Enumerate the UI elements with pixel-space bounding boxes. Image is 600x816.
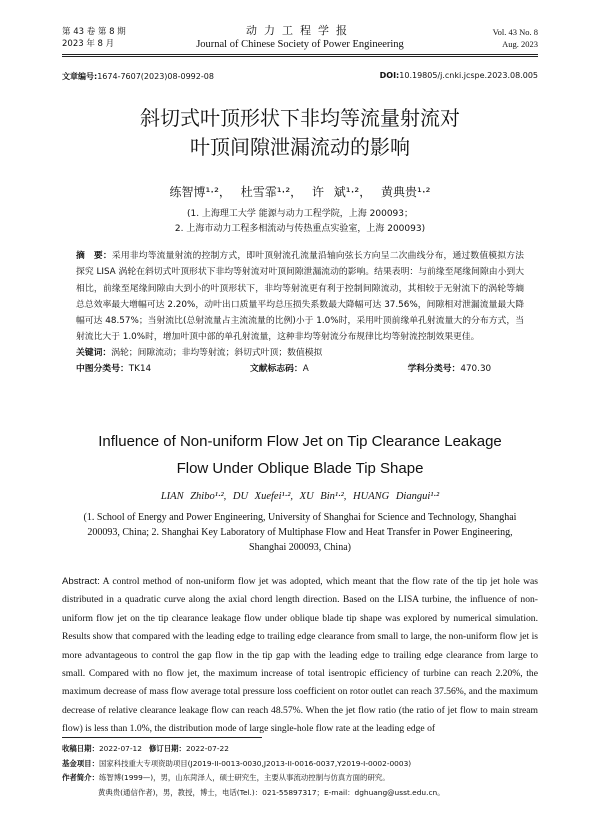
date-cn: 2023 年 8 月 [62,39,115,49]
abstract-en-label: Abstract: [62,576,100,587]
authors-en: LIAN Zhibo¹·², DU Xuefei¹·², XU Bin¹·², HUANG Diangui¹·² [160,491,440,502]
fund-footnote: 基金项目：国家科技重大专项资助项目(J2019-II-0013-0030,J2013-II-0016-0037,Y2019-Ⅰ-0002-0003) [62,758,412,768]
header-rule-bottom [62,56,538,57]
doi[interactable]: DOI:10.19805/j.cnki.jcspe.2023.08.005 [379,71,538,80]
author-footnote: 作者简介：练智博(1999—)，男，山东菏泽人，硕士研究生，主要从事流动控制与仿真方面的研究。 [62,773,390,782]
footnote-rule [62,737,262,738]
title-en: Influence of Non-uniform Flow Jet on Tip Clearance Leakage Flow Under Oblique Blade Tip Shape [98,433,502,477]
journal-name-cn: 动力工程学报 [246,24,354,37]
abstract-en [62,573,538,739]
abstract-cn-text: 采用非均等流量射流的控制方式，即叶顶射流孔流量沿轴向弦长方向呈二次曲线分布，通过数值模拟方法探究 LISA 涡轮在斜切式叶顶形状下非均等射流对叶顶间隙泄漏流动的影响。结果表明：与前缘至尾缘间隙由小到大相比，前缘至尾缘间隙由大到小的叶顶形状下，非均等射流更有利于控制间隙流动，其相较于无射流下的涡轮等熵总总效率最大增幅可达 2.20%，动叶出口质量平均总压损失系数最大降幅可达 37.56%，间隙相对泄漏流量最大降幅可达 48.57%；当射流比(总射流量占主流流量的比例)小于 1.0%时，采用叶顶前缘单孔射流量大的分布方式，当射流比大于 1.0%时，增加叶顶中部的单孔射流量，这种非均等射流分布规律比均等射流控制效果更佳。 [76,251,524,343]
volume-issue-cn: 第 43 卷 第 8 期 [62,27,126,37]
subject-code: 学科分类号：470.30 [407,364,492,374]
abstract-cn-label: 摘 要： [76,251,112,261]
volume-issue-en: Vol. 43 No. 8 [492,27,538,37]
journal-header [150,24,450,51]
title-cn: 斜切式叶顶形状下非均等流量射流对 叶顶间隙泄漏流动的影响 [140,106,460,159]
journal-name-en: Journal of Chinese Society of Power Engineering [196,39,404,50]
affiliations-en: (1. School of Energy and Power Engineering, University of Shanghai for Science and Technology, Shanghai 200093, China; 2. Shanghai Key Laboratory of Multiphase Flow and Heat Transfer in Power Engineering, Shanghai 200093, China) [83,512,517,553]
date-en: Aug. 2023 [502,39,538,49]
header-right [493,26,538,50]
clc-number: 中图分类号：TK14 [76,364,152,374]
header-rule-top [62,54,538,55]
footnotes [62,742,538,800]
affiliations-cn: (1. 上海理工大学 能源与动力工程学院，上海 200093； 2. 上海市动力工程多相流动与传热重点实验室，上海 200093) [174,209,426,234]
document-code: 文献标志码：A [249,364,309,374]
corresponding-author: 黄典贵(通信作者)，男，教授，博士，电话(Tel.)：021-55897317；E-mail：dghuang@usst.edu.cn。 [98,787,445,797]
keywords-cn: 关键词：涡轮；间隙流动；非均等射流；斜切式叶顶；数值模拟 [76,348,323,358]
abstract-cn [76,248,524,346]
abstract-en-text: A control method of non-uniform flow jet was adopted, which meant that the flow rate of the tip jet hole was distributed in a quadratic curve along the axial chord length direction. Based on the LISA turbine, the influence of non-uniform flow jet on the tip clearance leakage flow under oblique blade tip shape was explored by numerical simulation. Results show that compared with the leading edge to trailing edge clearance from small to large, the non-uniform flow jet is more advantageous to control the gap flow in the tip gap with the leading edge to trailing edge clearance from large to small. Compared with no flow jet, the maximum increase of total isentropic efficiency of turbine can reach 2.20%, the maximum decrease of mass flow average total pressure loss coefficient on rotor outlet can reach 37.56%, and the maximum decrease of relative clearance leakage flow can reach 48.57%. When the jet flow ratio (the ratio of jet flow to main stream flow) is less than 1.0%, the distribution mode of large single-hole flow rate at the leading edge of [62,576,538,735]
header-left [62,26,126,50]
dates-footnote: 收稿日期：2022-07-12 修订日期：2022-07-22 [62,744,229,753]
classification-cn [76,361,587,374]
article-number: 文章编号:1674-7607(2023)08-0992-08 [62,72,214,81]
authors-cn: 练智博¹·²， 杜雪霏¹·²， 许 斌¹·²， 黄典贵¹·² [169,185,431,199]
